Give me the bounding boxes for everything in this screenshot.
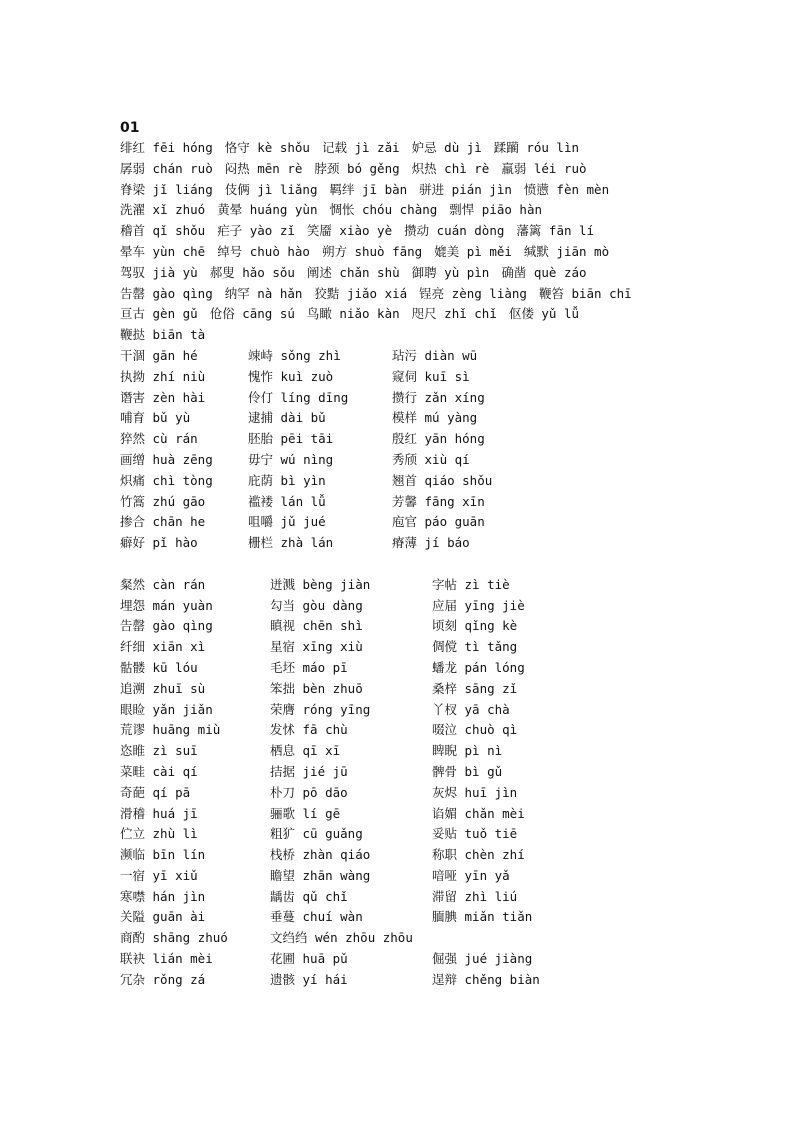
word-line: [120, 325, 780, 346]
word-entry: 亘古 gèn gǔ: [120, 306, 198, 322]
word-row: [120, 949, 780, 970]
word-row: [120, 408, 780, 429]
word-entry: 滞留 zhì liú: [432, 888, 518, 904]
word-entry: 胚胎 pēi tāi: [248, 431, 334, 447]
word-entry: 荣膺 róng yīng: [270, 701, 371, 717]
word-entry: 灰烬 huī jìn: [432, 784, 518, 800]
word-row: [120, 907, 780, 928]
word-entry: 竹篙 zhú gāo: [120, 493, 206, 509]
word-entry: 栖息 qī xī: [270, 743, 341, 759]
word-entry: 奇葩 qí pā: [120, 784, 191, 800]
word-entry: 濒临 bīn lín: [120, 847, 206, 863]
word-entry: 疟子 yào zǐ: [217, 223, 295, 239]
word-entry: 荒谬 huāng miù: [120, 722, 221, 738]
word-entry: 窥伺 kuī sì: [392, 368, 470, 384]
word-entry: 朴刀 pō dāo: [270, 784, 348, 800]
word-entry: 告罄 gào qìng: [120, 618, 213, 634]
word-entry: 寒噤 hán jìn: [120, 888, 206, 904]
document-body: [120, 118, 780, 991]
word-entry: 翘首 qiáo shǒu: [392, 472, 493, 488]
word-entry: 绰号 chuò hào: [217, 243, 310, 259]
word-entry: 伧俗 cāng sú: [209, 306, 295, 322]
word-entry: 冗杂 rǒng zá: [120, 971, 206, 987]
word-entry: 伶仃 líng dīng: [248, 389, 349, 405]
word-entry: 啜泣 chuò qì: [432, 722, 518, 738]
word-entry: 愧怍 kuì zuò: [248, 368, 334, 384]
word-row: [120, 762, 780, 783]
word-entry: 告罄 gào qìng: [120, 285, 213, 301]
word-entry: 画缯 huà zēng: [120, 451, 213, 467]
word-entry: 谮害 zèn hài: [120, 389, 206, 405]
word-row: [120, 783, 780, 804]
word-line: [120, 221, 780, 242]
word-entry: 骈进 pián jìn: [419, 181, 512, 197]
word-entry: 骊歌 lí gē: [270, 805, 341, 821]
word-row: [120, 658, 780, 679]
word-entry: 洗濯 xǐ zhuó: [120, 202, 206, 218]
word-entry: 稽首 qǐ shǒu: [120, 223, 206, 239]
word-row: [120, 720, 780, 741]
word-row: [120, 471, 780, 492]
word-row: [120, 887, 780, 908]
word-entry: 栈桥 zhàn qiáo: [270, 847, 371, 863]
word-entry: 追溯 zhuī sù: [120, 680, 206, 696]
word-row: [120, 741, 780, 762]
word-entry: 狡黠 jiǎo xiá: [314, 285, 408, 301]
word-entry: 孱弱 chán ruò: [120, 160, 213, 176]
word-line: [120, 263, 780, 284]
word-entry: 逞辩 chěng biàn: [432, 971, 540, 987]
word-entry: 藩篱 fān lí: [516, 223, 595, 239]
word-entry: 毋宁 wú nìng: [248, 451, 334, 467]
word-table-group-2: [120, 575, 780, 991]
word-entry: 迸溅 bèng jiàn: [270, 576, 371, 592]
word-entry: 庇荫 bì yìn: [248, 472, 326, 488]
word-entry: 晕车 yùn chē: [120, 243, 206, 259]
word-entry: 记载 jì zǎi: [321, 140, 400, 155]
word-entry: 商酌 shāng zhuó: [120, 930, 228, 946]
word-entry: 驾驭 jià yù: [120, 264, 198, 280]
word-entry: 骷髅 kū lóu: [120, 659, 198, 675]
word-entry: 应届 yīng jiè: [432, 597, 525, 613]
word-entry: 御聘 yù pìn: [411, 264, 490, 280]
word-entry: 睥睨 pì nì: [432, 743, 503, 759]
word-entry: 黄晕 huáng yùn: [217, 202, 318, 218]
word-entry: 猝然 cù rán: [120, 431, 198, 447]
word-entry: 星宿 xīng xiù: [270, 639, 363, 655]
word-entry: 玷污 diàn wū: [392, 347, 478, 363]
word-line: [120, 138, 780, 159]
word-row: [120, 596, 780, 617]
word-entry: 笑靥 xiào yè: [306, 223, 393, 239]
word-entry: 芳馨 fāng xīn: [392, 493, 485, 509]
word-entry: 恪守 kè shǒu: [224, 140, 310, 155]
word-entry: 一宿 yī xiǔ: [120, 867, 198, 883]
word-entry: 鞭笞 biān chī: [538, 285, 632, 301]
word-entry: 字帖 zì tiè: [432, 576, 510, 592]
word-entry: 哺育 bǔ yù: [120, 410, 191, 426]
word-entry: 粗犷 cū guǎng: [270, 826, 363, 842]
word-entry: 菜畦 cài qí: [120, 763, 198, 779]
word-entry: 关隘 guān ài: [120, 909, 206, 925]
word-entry: 剽悍 piāo hàn: [449, 202, 543, 218]
word-entry: 拮据 jié jū: [270, 763, 348, 779]
word-entry: 顷刻 qǐng kè: [432, 618, 518, 634]
word-entry: 愤懑 fèn mèn: [523, 181, 610, 197]
word-row: [120, 845, 780, 866]
word-row: [120, 700, 780, 721]
word-row: [120, 367, 780, 388]
word-entry: 蹂躏 róu lìn: [493, 140, 580, 155]
word-entry: 瘠薄 jí báo: [392, 535, 470, 551]
word-row: [120, 928, 780, 949]
word-entry: 垂蔓 chuí wàn: [270, 909, 363, 925]
flow-word-list: [120, 138, 780, 346]
word-entry: 恣睢 zì suī: [120, 743, 198, 759]
word-row: [120, 450, 780, 471]
word-entry: 纳罕 nà hǎn: [224, 285, 303, 301]
word-row: [120, 637, 780, 658]
word-entry: 妒忌 dù jì: [411, 140, 482, 155]
word-entry: 称职 chèn zhí: [432, 847, 525, 863]
word-entry: 谄媚 chǎn mèi: [432, 805, 525, 821]
word-line: [120, 242, 780, 263]
word-entry: 羁绊 jī bàn: [329, 181, 408, 197]
word-entry: 咀嚼 jǔ jué: [248, 514, 326, 530]
word-line: [120, 284, 780, 305]
word-entry: 掺合 chān he: [120, 514, 206, 530]
word-entry: 执拗 zhí niù: [120, 368, 206, 384]
word-entry: 褴褛 lán lǚ: [248, 493, 326, 509]
word-entry: 笨拙 bèn zhuō: [270, 680, 363, 696]
word-entry: 联袂 lián mèi: [120, 951, 213, 967]
word-entry: 炽痛 chì tòng: [120, 472, 213, 488]
word-table-group-1: [120, 346, 780, 554]
word-entry: 伎俩 jì liǎng: [224, 181, 318, 197]
word-entry: 喑哑 yīn yǎ: [432, 867, 510, 883]
word-entry: 秀颀 xiù qí: [392, 451, 470, 467]
word-entry: 羸弱 léi ruò: [501, 160, 587, 176]
group-spacer: [120, 554, 780, 575]
word-entry: 毛坯 máo pī: [270, 659, 348, 675]
word-entry: 埋怨 mán yuàn: [120, 597, 213, 613]
word-entry: 髀骨 bì gǔ: [432, 763, 503, 779]
word-entry: 妥贴 tuǒ tiē: [432, 826, 518, 842]
word-line: [120, 304, 780, 325]
word-entry: 龋齿 qǔ chǐ: [270, 888, 348, 904]
word-entry: 竦峙 sǒng zhì: [248, 347, 341, 363]
word-entry: 瞻望 zhān wàng: [270, 867, 371, 883]
word-row: [120, 492, 780, 513]
word-entry: 倔强 jué jiàng: [432, 951, 533, 967]
word-row: [120, 512, 780, 533]
word-entry: 伫立 zhù lì: [120, 826, 198, 842]
word-entry: 脖颈 bó gěng: [314, 160, 400, 176]
word-entry: 纤细 xiān xì: [120, 639, 206, 655]
word-entry: 咫尺 zhǐ chǐ: [411, 306, 497, 322]
word-line: [120, 159, 780, 180]
section-title: 01: [120, 120, 140, 136]
word-line: [120, 200, 780, 221]
word-entry: 桑梓 sāng zǐ: [432, 680, 518, 696]
word-entry: 攒动 cuán dòng: [404, 223, 505, 239]
word-entry: 蟠龙 pán lóng: [432, 659, 525, 675]
word-row: [120, 824, 780, 845]
word-row: [120, 429, 780, 450]
word-entry: 惆怅 chóu chàng: [329, 202, 438, 218]
word-row: [120, 388, 780, 409]
word-entry: 发怵 fā chù: [270, 722, 348, 738]
word-entry: 确凿 què záo: [501, 264, 587, 280]
word-entry: 花圃 huā pǔ: [270, 951, 348, 967]
word-entry: 脊梁 jǐ liáng: [120, 181, 213, 197]
word-entry: 攒行 zǎn xíng: [392, 389, 485, 405]
word-entry: 锃亮 zèng liàng: [419, 285, 527, 301]
word-entry: 滑稽 huá jī: [120, 805, 198, 821]
word-entry: 文绉绉 wén zhōu zhōu: [270, 930, 413, 946]
word-row: [120, 970, 780, 991]
word-entry: 郝叟 hǎo sǒu: [209, 264, 295, 280]
word-entry: 栅栏 zhà lán: [248, 535, 334, 551]
word-entry: 瞋视 chēn shì: [270, 618, 363, 634]
word-entry: 缄默 jiān mò: [523, 243, 610, 259]
word-row: [120, 575, 780, 596]
word-row: [120, 616, 780, 637]
word-row: [120, 533, 780, 554]
word-entry: 闷热 mēn rè: [224, 160, 303, 176]
word-row: [120, 346, 780, 367]
word-entry: 倜傥 tì tǎng: [432, 639, 518, 655]
word-entry: 勾当 gòu dàng: [270, 597, 363, 613]
word-entry: 鞭挞 biān tà: [120, 327, 206, 343]
word-line: [120, 180, 780, 201]
word-entry: 粲然 càn rán: [120, 576, 206, 592]
word-entry: 模样 mú yàng: [392, 410, 478, 426]
word-entry: 癖好 pǐ hào: [120, 535, 198, 551]
word-row: [120, 804, 780, 825]
word-entry: 伛偻 yǔ lǚ: [508, 306, 580, 322]
word-entry: 阐述 chǎn shù: [306, 264, 400, 280]
word-entry: 丫杈 yā chà: [432, 701, 510, 717]
word-entry: 媲美 pì měi: [434, 243, 512, 259]
word-entry: 殷红 yān hóng: [392, 431, 485, 447]
word-entry: 眼睑 yǎn jiǎn: [120, 701, 213, 717]
word-entry: 绯红 fēi hóng: [120, 140, 213, 155]
word-entry: 逮捕 dài bǔ: [248, 410, 326, 426]
word-entry: 炽热 chì rè: [411, 160, 490, 176]
word-row: [120, 866, 780, 887]
word-entry: 遗骸 yí hái: [270, 971, 348, 987]
word-entry: 干涸 gān hé: [120, 347, 198, 363]
word-row: [120, 679, 780, 700]
word-entry: 鸟瞰 niǎo kàn: [306, 306, 400, 322]
word-entry: 庖官 páo guān: [392, 514, 485, 530]
word-entry: 朔方 shuò fāng: [321, 243, 423, 259]
word-entry: 腼腆 miǎn tiǎn: [432, 909, 533, 925]
